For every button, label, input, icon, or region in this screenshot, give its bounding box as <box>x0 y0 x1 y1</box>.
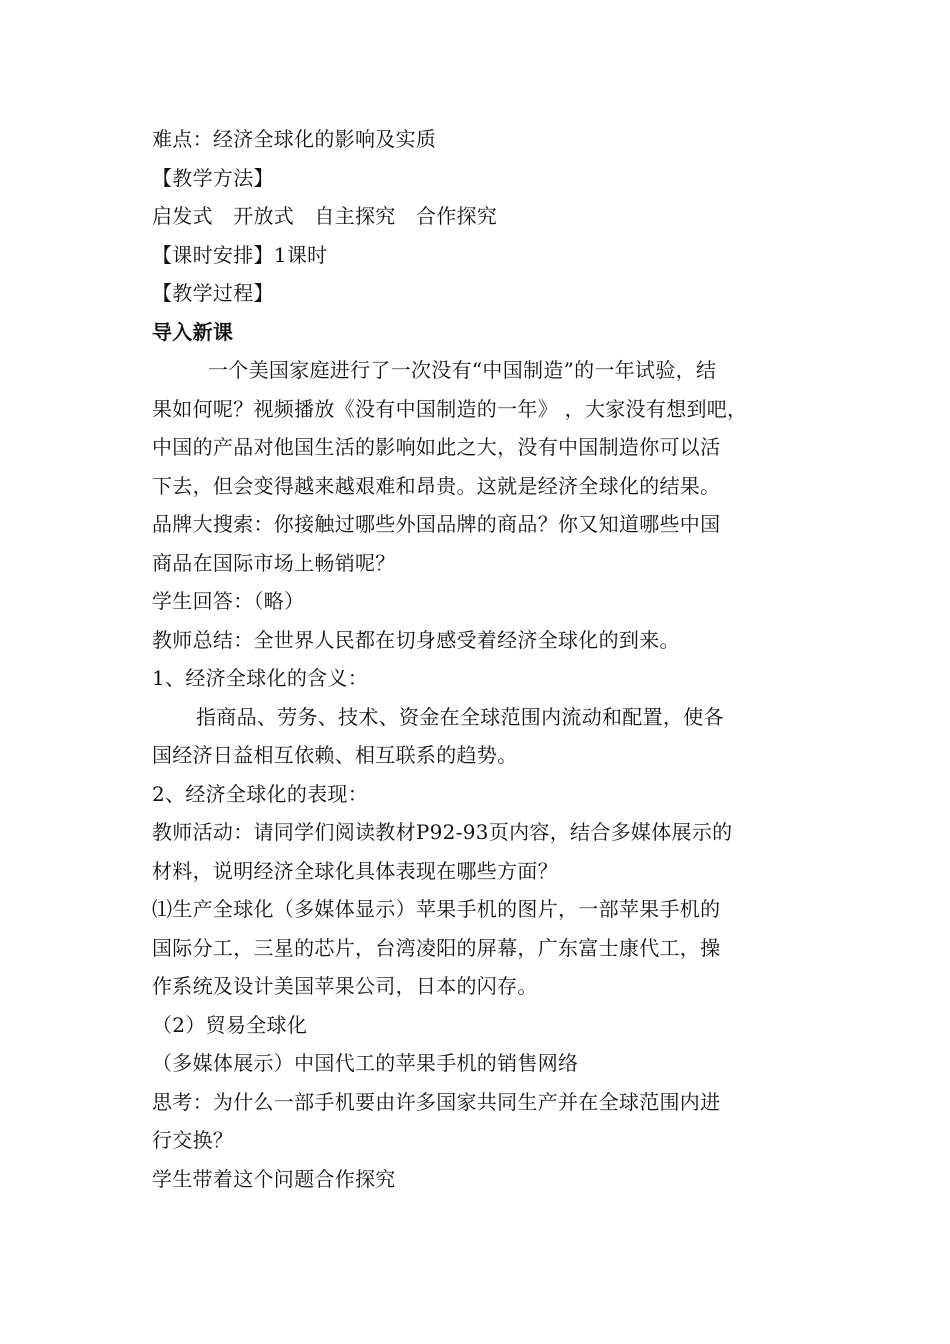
paragraph-line: 思考：为什么一部手机要由许多国家共同生产并在全球范围内进 <box>152 1089 721 1114</box>
paragraph-line: 国经济日益相互依赖、相互联系的趋势。 <box>152 743 518 767</box>
subheading-trade-globalization: （2）贸易全球化 <box>152 1012 308 1037</box>
heading-teaching-methods: 【教学方法】 <box>152 165 274 190</box>
paragraph-line: 果如何呢？视频播放《没有中国制造的一年》 ，大家没有想到吧， <box>152 396 748 421</box>
paragraph-line: 材料，说明经济全球化具体表现在哪些方面？ <box>152 858 558 883</box>
paragraph-line: 商品在国际市场上畅销呢？ <box>152 550 396 575</box>
heading-teaching-process: 【教学过程】 <box>152 281 274 305</box>
student-answer-line: 学生回答：（略） <box>152 589 305 613</box>
paragraph-line: 品牌大搜索：你接触过哪些外国品牌的商品？你又知道哪些中国 <box>152 512 721 536</box>
document-page <box>152 120 802 1198</box>
paragraph-line: 教师活动：请同学们阅读教材P92-93页内容，结合多媒体展示的 <box>152 820 733 844</box>
subheading-meaning: 1、经济全球化的含义： <box>152 666 369 690</box>
paragraph-line: 下去，但会变得越来越艰难和昂贵。这就是经济全球化的结果。 <box>152 473 721 498</box>
difficulty-line: 难点：经济全球化的影响及实质 <box>152 127 437 151</box>
paragraph-line: ⑴生产全球化（多媒体显示）苹果手机的图片，一部苹果手机的 <box>152 897 721 921</box>
paragraph-line: 一个美国家庭进行了一次没有“中国制造”的一年试验，结 <box>208 358 717 382</box>
subheading-manifestations: 2、经济全球化的表现： <box>152 781 369 806</box>
paragraph-line: 行交换？ <box>152 1128 234 1152</box>
paragraph-line: （多媒体展示）中国代工的苹果手机的销售网络 <box>152 1051 579 1075</box>
paragraph-line: 作系统及设计美国苹果公司，日本的闪存。 <box>152 974 538 998</box>
paragraph-line: 指商品、劳务、技术、资金在全球范围内流动和配置，使各 <box>196 704 724 729</box>
teacher-summary-line: 教师总结：全世界人民都在切身感受着经济全球化的到来。 <box>152 627 680 652</box>
section-title-introduction: 导入新课 <box>152 319 234 344</box>
teaching-methods-list: 启发式 开放式 自主探究 合作探究 <box>152 204 498 228</box>
paragraph-line: 学生带着这个问题合作探究 <box>152 1166 396 1191</box>
paragraph-line: 国际分工，三星的芯片，台湾凌阳的屏幕，广东富士康代工，操 <box>152 935 721 960</box>
paragraph-line: 中国的产品对他国生活的影响如此之大，没有中国制造你可以活 <box>152 435 721 459</box>
heading-class-hours: 【课时安排】1课时 <box>152 242 328 267</box>
